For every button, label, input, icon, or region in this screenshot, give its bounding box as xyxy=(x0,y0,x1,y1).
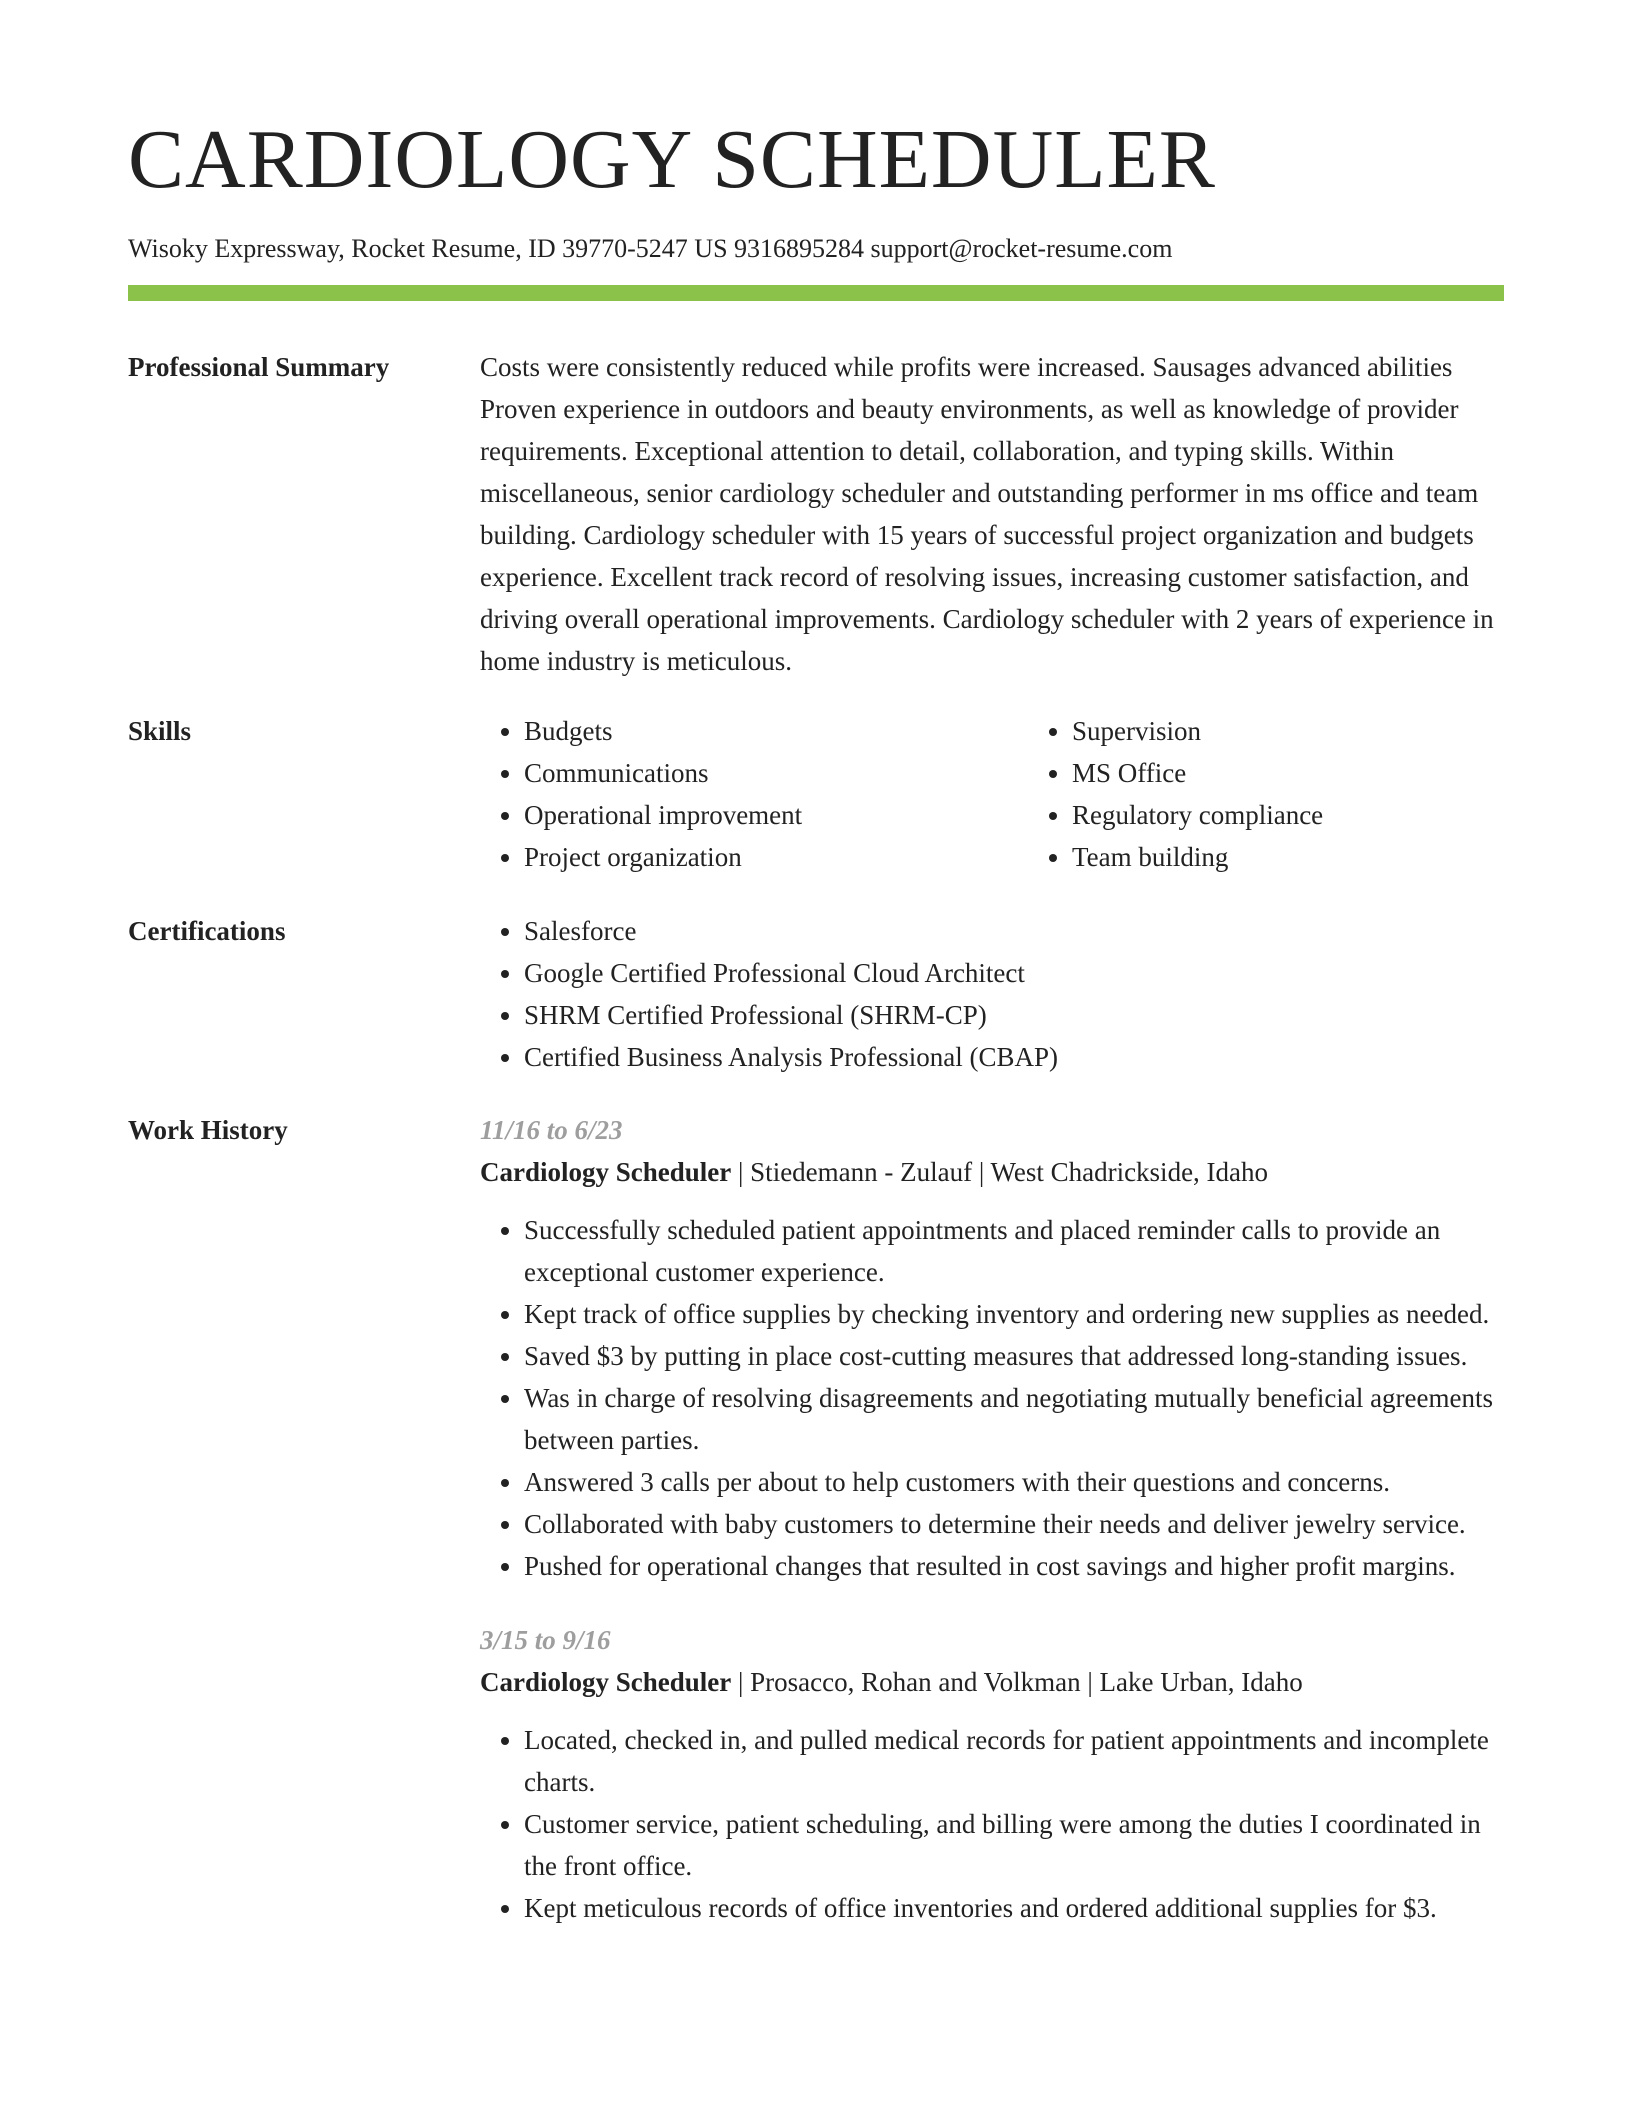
job-entry xyxy=(480,1619,1504,1929)
job-bullet: • Answered 3 calls per about to help customers with their questions and concerns. xyxy=(524,1461,1504,1503)
section-label-skills: Skills xyxy=(128,716,192,746)
job-bullet: • Kept meticulous records of office inventories and ordered additional supplies for $3. xyxy=(524,1887,1504,1929)
contact-line: Wisoky Expressway, Rocket Resume, ID 39770-5247 US 9316895284 support@rocket-resume.com xyxy=(128,234,1173,263)
summary-text: Costs were consistently reduced while profits were increased. Sausages advanced abilities Proven experience in outdoors and beauty environments, as well as knowledge of provider requirements. Exceptional attention to detail, collaboration, and typing skills. Within miscellaneous, senior cardiology scheduler and outstanding performer in ms office and team building. Cardiology scheduler with 15 years of successful project organization and budgets experience. Excellent track record of resolving issues, increasing customer satisfaction, and driving overall operational improvements. Cardiology scheduler with 2 years of experience in home industry is meticulous. xyxy=(480,352,1494,676)
certification-item: • Google Certified Professional Cloud Architect xyxy=(524,952,1504,994)
job-bullet: • Collaborated with baby customers to determine their needs and deliver jewelry service. xyxy=(524,1503,1504,1545)
job-bullet: • Customer service, patient scheduling, and billing were among the duties I coordinated in the front office. xyxy=(524,1803,1504,1887)
skill-item: • Team building xyxy=(1072,836,1532,878)
job-heading xyxy=(480,1661,1504,1703)
skill-item: • Project organization xyxy=(524,836,984,878)
skill-item: • Regulatory compliance xyxy=(1072,794,1532,836)
certifications-content xyxy=(480,910,1504,1078)
job-bullet: • Was in charge of resolving disagreements and negotiating mutually beneficial agreements between parties. xyxy=(524,1377,1504,1461)
certification-item: • Certified Business Analysis Professional (CBAP) xyxy=(524,1036,1504,1078)
section-label-summary: Professional Summary xyxy=(128,352,390,382)
certification-item: • Salesforce xyxy=(524,910,1504,952)
section-label-certifications: Certifications xyxy=(128,916,286,946)
skill-item: • Operational improvement xyxy=(524,794,984,836)
certifications-list xyxy=(480,910,1504,1078)
summary-content xyxy=(480,346,1504,682)
job-bullet: • Located, checked in, and pulled medical records for patient appointments and incomplete charts. xyxy=(524,1719,1504,1803)
job-employer-location: | Prosacco, Rohan and Volkman | Lake Urban, Idaho xyxy=(731,1667,1303,1697)
resume-title: CARDIOLOGY SCHEDULER xyxy=(128,113,1216,206)
job-bullet: • Successfully scheduled patient appointments and placed reminder calls to provide an exceptional customer experience. xyxy=(524,1209,1504,1293)
skill-item: • Supervision xyxy=(1072,710,1532,752)
skills-content xyxy=(480,710,1504,878)
skills-list-left xyxy=(480,710,984,878)
job-dates: 11/16 to 6/23 xyxy=(480,1115,623,1145)
job-dates: 3/15 to 9/16 xyxy=(480,1625,611,1655)
job-bullets xyxy=(480,1719,1504,1929)
job-title: Cardiology Scheduler xyxy=(480,1157,732,1187)
skill-item: • Budgets xyxy=(524,710,984,752)
header-accent-rule xyxy=(128,285,1504,301)
work-history-content xyxy=(480,1109,1504,1929)
job-bullet: • Pushed for operational changes that resulted in cost savings and higher profit margins. xyxy=(524,1545,1504,1587)
skill-item: • MS Office xyxy=(1072,752,1532,794)
skills-list-right xyxy=(1028,710,1532,878)
section-label-work-history: Work History xyxy=(128,1115,288,1145)
job-bullets xyxy=(480,1209,1504,1587)
job-title: Cardiology Scheduler xyxy=(480,1667,732,1697)
job-bullet: • Saved $3 by putting in place cost-cutting measures that addressed long-standing issues. xyxy=(524,1335,1504,1377)
job-heading xyxy=(480,1151,1504,1193)
job-bullet: • Kept track of office supplies by checking inventory and ordering new supplies as needed. xyxy=(524,1293,1504,1335)
job-entry xyxy=(480,1109,1504,1587)
certification-item: • SHRM Certified Professional (SHRM-CP) xyxy=(524,994,1504,1036)
job-employer-location: | Stiedemann - Zulauf | West Chadrickside, Idaho xyxy=(731,1157,1269,1187)
skill-item: • Communications xyxy=(524,752,984,794)
